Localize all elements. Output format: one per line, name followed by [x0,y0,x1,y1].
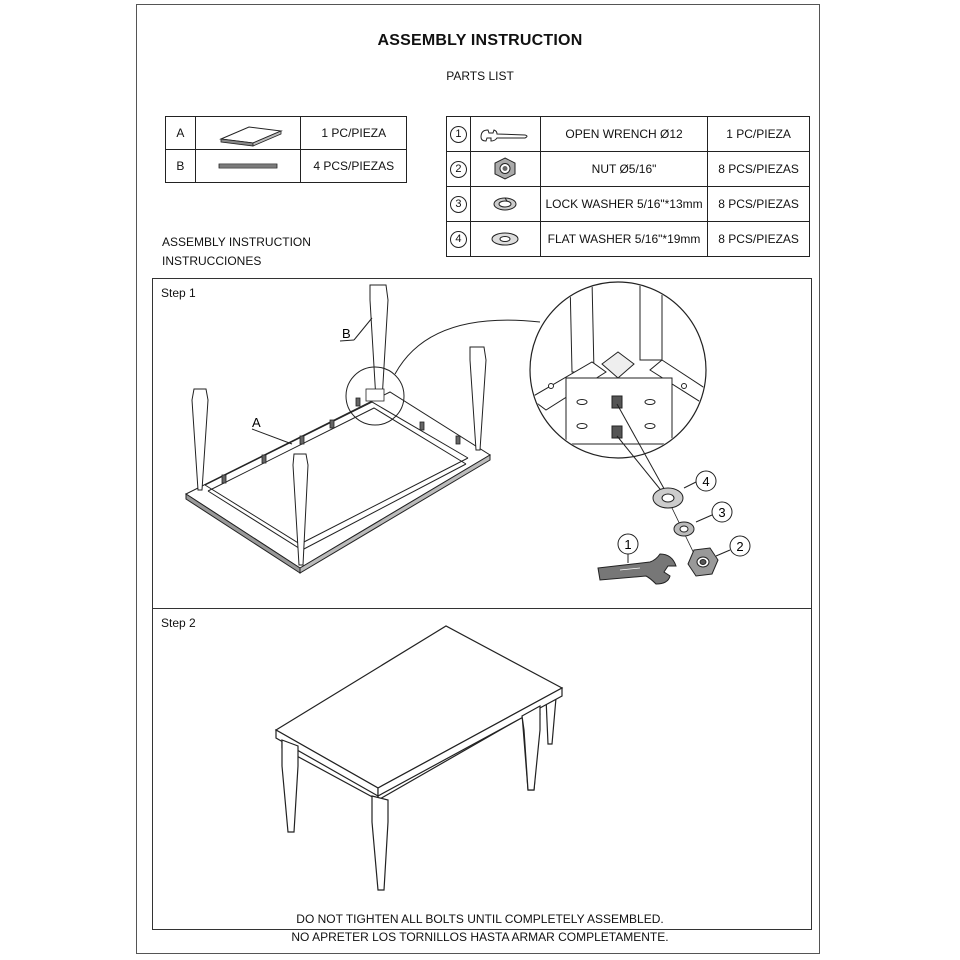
callout-b: B [342,326,351,341]
part-qty: 4 PCS/PIEZAS [301,150,407,183]
warning-note-en: DO NOT TIGHTEN ALL BOLTS UNTIL COMPLETELY ASSEMBLED. [296,912,664,926]
item-name: LOCK WASHER 5/16"*13mm [540,187,707,222]
part-letter: A [166,117,196,150]
item-name: OPEN WRENCH Ø12 [540,117,707,152]
part-qty: 1 PC/PIEZA [301,117,407,150]
svg-text:4: 4 [702,474,710,489]
part-letter: B [166,150,196,183]
svg-text:3: 3 [718,505,726,520]
step-2-label: Step 2 [161,616,196,630]
instructions-heading: ASSEMBLY INSTRUCTION [162,235,311,249]
item-qty: 8 PCS/PIEZAS [708,187,810,222]
item-number: 4 [450,231,467,248]
svg-text:1: 1 [624,537,632,552]
parts-list-heading: PARTS LIST [446,69,514,83]
item-qty: 8 PCS/PIEZAS [708,222,810,257]
item-qty: 8 PCS/PIEZAS [708,152,810,187]
item-qty: 1 PC/PIEZA [708,117,810,152]
callout-a: A [252,415,261,430]
page-title: ASSEMBLY INSTRUCTION [377,32,583,49]
warning-note-es: NO APRETER LOS TORNILLOS HASTA ARMAR COMPLETAMENTE. [291,930,669,944]
svg-text:2: 2 [736,539,744,554]
step-1-label: Step 1 [161,286,196,300]
item-number: 3 [450,196,467,213]
item-number: 1 [450,126,467,143]
item-number: 2 [450,161,467,178]
instructions-heading-es: INSTRUCCIONES [162,254,262,268]
assembled-table [276,626,562,890]
item-name: NUT Ø5/16" [540,152,707,187]
item-name: FLAT WASHER 5/16"*19mm [540,222,707,257]
